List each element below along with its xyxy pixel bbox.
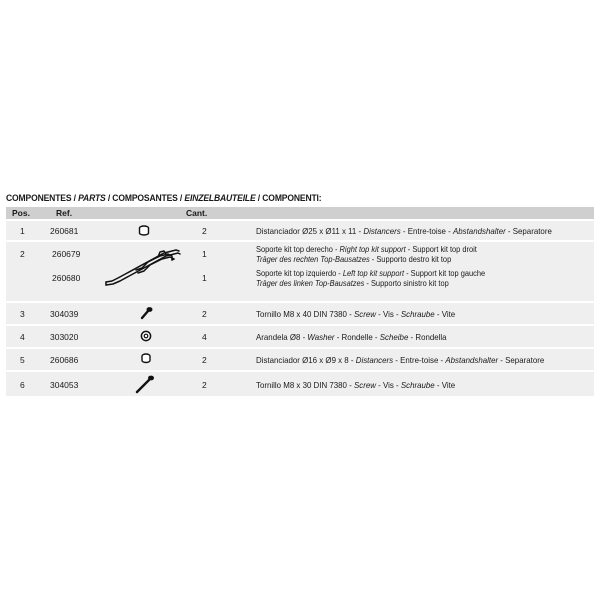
row-ref: 260681 [50,226,79,236]
screw-icon [133,373,157,395]
table-row [6,303,594,324]
row-ref: 260680 [52,273,81,283]
row-pos: 5 [20,355,25,365]
header-cant: Cant. [186,208,208,218]
row-description: Tornillo M8 x 40 DIN 7380 - Screw - Vis - Schraube - Vite [256,309,456,319]
row-qty: 1 [202,249,207,259]
row-ref: 303020 [50,332,79,342]
distancer-icon [138,225,150,236]
row-description: Distanciador Ø25 x Ø11 x 11 - Distancers - Entre-toise - Abstandshalter - Separatore [256,226,552,236]
table-row [6,372,594,396]
row-ref: 304053 [50,380,79,390]
table-row [6,326,594,347]
row-description: Träger des linken Top-Bausatzes - Supporto sinistro kit top [256,279,449,288]
table-row [6,349,594,370]
row-qty: 1 [202,273,207,283]
table-row [6,221,594,240]
row-ref: 304039 [50,309,79,319]
row-description: Träger des rechten Top-Bausatzes - Supporto destro kit top [256,255,452,264]
top-kit-support-icon [102,244,182,288]
row-description: Tornillo M8 x 30 DIN 7380 - Screw - Vis - Schraube - Vite [256,380,456,390]
row-description: Arandela Ø8 - Washer - Rondelle - Scheibe - Rondella [256,332,447,342]
row-pos: 3 [20,309,25,319]
row-description: Soporte kit top derecho - Right top kit support - Support kit top droit [256,245,477,254]
washer-icon [140,330,152,342]
row-description: Soporte kit top izquierdo - Left top kit support - Support kit top gauche [256,269,486,278]
row-qty: 2 [202,226,207,236]
row-ref: 260679 [52,249,81,259]
distancer-icon [140,353,152,364]
table-title: COMPONENTES / PARTS / COMPOSANTES / EINZELBAUTEILE / COMPONENTI: [6,193,322,203]
row-pos: 1 [20,226,25,236]
header-ref: Ref. [56,208,73,218]
row-qty: 2 [202,380,207,390]
row-description: Distanciador Ø16 x Ø9 x 8 - Distancers - Entre-toise - Abstandshalter - Separatore [256,355,545,365]
row-qty: 4 [202,332,207,342]
components-table [6,192,594,396]
table-header [6,207,594,219]
header-pos: Pos. [12,208,30,218]
row-pos: 4 [20,332,25,342]
screw-icon [138,305,154,321]
row-qty: 2 [202,355,207,365]
table-row [6,242,594,301]
row-qty: 2 [202,309,207,319]
row-pos: 2 [20,249,25,259]
row-ref: 260686 [50,355,79,365]
row-pos: 6 [20,380,25,390]
